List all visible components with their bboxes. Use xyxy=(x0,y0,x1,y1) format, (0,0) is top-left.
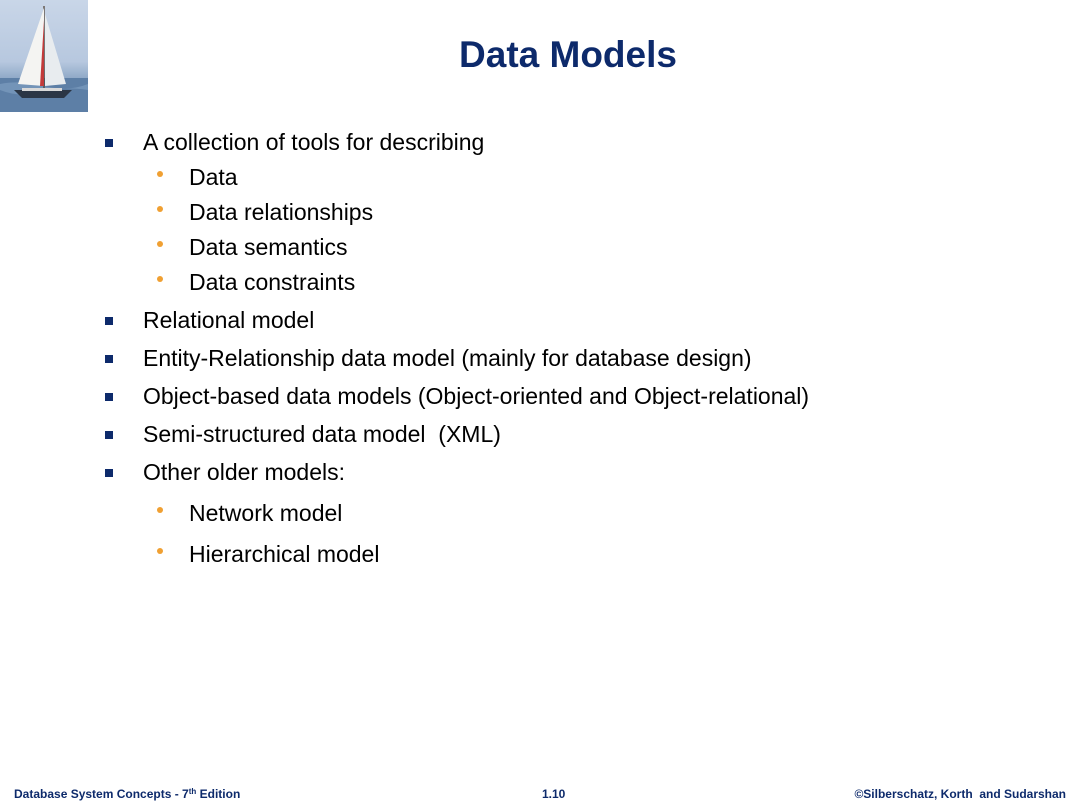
slide-footer xyxy=(0,787,1080,805)
sub-bullet-text: Network model xyxy=(189,500,343,526)
dot-bullet-icon xyxy=(157,276,163,282)
bullet-item xyxy=(104,382,1044,411)
sub-bullet-item xyxy=(104,268,1044,297)
sub-bullet-text: Data xyxy=(189,164,238,190)
footer-book-title xyxy=(14,787,240,801)
bullet-text: Object-based data models (Object-oriented and Object-relational) xyxy=(143,383,810,409)
bullet-text: Entity-Relationship data model (mainly for database design) xyxy=(143,345,752,371)
sub-bullet-item xyxy=(104,198,1044,227)
slide-title: Data Models xyxy=(459,34,677,75)
sub-bullet-text: Hierarchical model xyxy=(189,541,380,567)
sub-bullet-item xyxy=(104,163,1044,192)
sub-bullet-text: Data relationships xyxy=(189,199,374,225)
sub-bullet-item xyxy=(104,540,1044,569)
square-bullet-icon xyxy=(105,139,113,147)
bullet-item xyxy=(104,344,1044,373)
bullet-item xyxy=(104,420,1044,449)
bullet-item xyxy=(104,458,1044,487)
sub-bullet-text: Data semantics xyxy=(189,234,348,260)
bullet-item xyxy=(104,128,1044,157)
bullet-item xyxy=(104,306,1044,335)
bullet-text: Other older models: xyxy=(143,459,345,485)
dot-bullet-icon xyxy=(157,507,163,513)
square-bullet-icon xyxy=(105,469,113,477)
footer-book-suffix: Edition xyxy=(196,787,241,801)
square-bullet-icon xyxy=(105,393,113,401)
square-bullet-icon xyxy=(105,355,113,363)
bullet-list xyxy=(104,128,1044,569)
footer-copyright: ©Silberschatz, Korth and Sudarshan xyxy=(854,787,1066,801)
sub-bullet-item xyxy=(104,233,1044,262)
footer-slide-number: 1.10 xyxy=(542,787,566,801)
dot-bullet-icon xyxy=(157,206,163,212)
bullet-text: A collection of tools for describing xyxy=(143,129,485,155)
sub-bullet-item xyxy=(104,499,1044,528)
sub-bullet-text: Data constraints xyxy=(189,269,356,295)
square-bullet-icon xyxy=(105,431,113,439)
dot-bullet-icon xyxy=(157,548,163,554)
bullet-text: Semi-structured data model (XML) xyxy=(143,421,501,447)
square-bullet-icon xyxy=(105,317,113,325)
footer-book-prefix: Database System Concepts - 7 xyxy=(14,787,189,801)
bullet-text: Relational model xyxy=(143,307,315,333)
dot-bullet-icon xyxy=(157,241,163,247)
dot-bullet-icon xyxy=(157,171,163,177)
footer-book-superscript: th xyxy=(188,787,197,796)
